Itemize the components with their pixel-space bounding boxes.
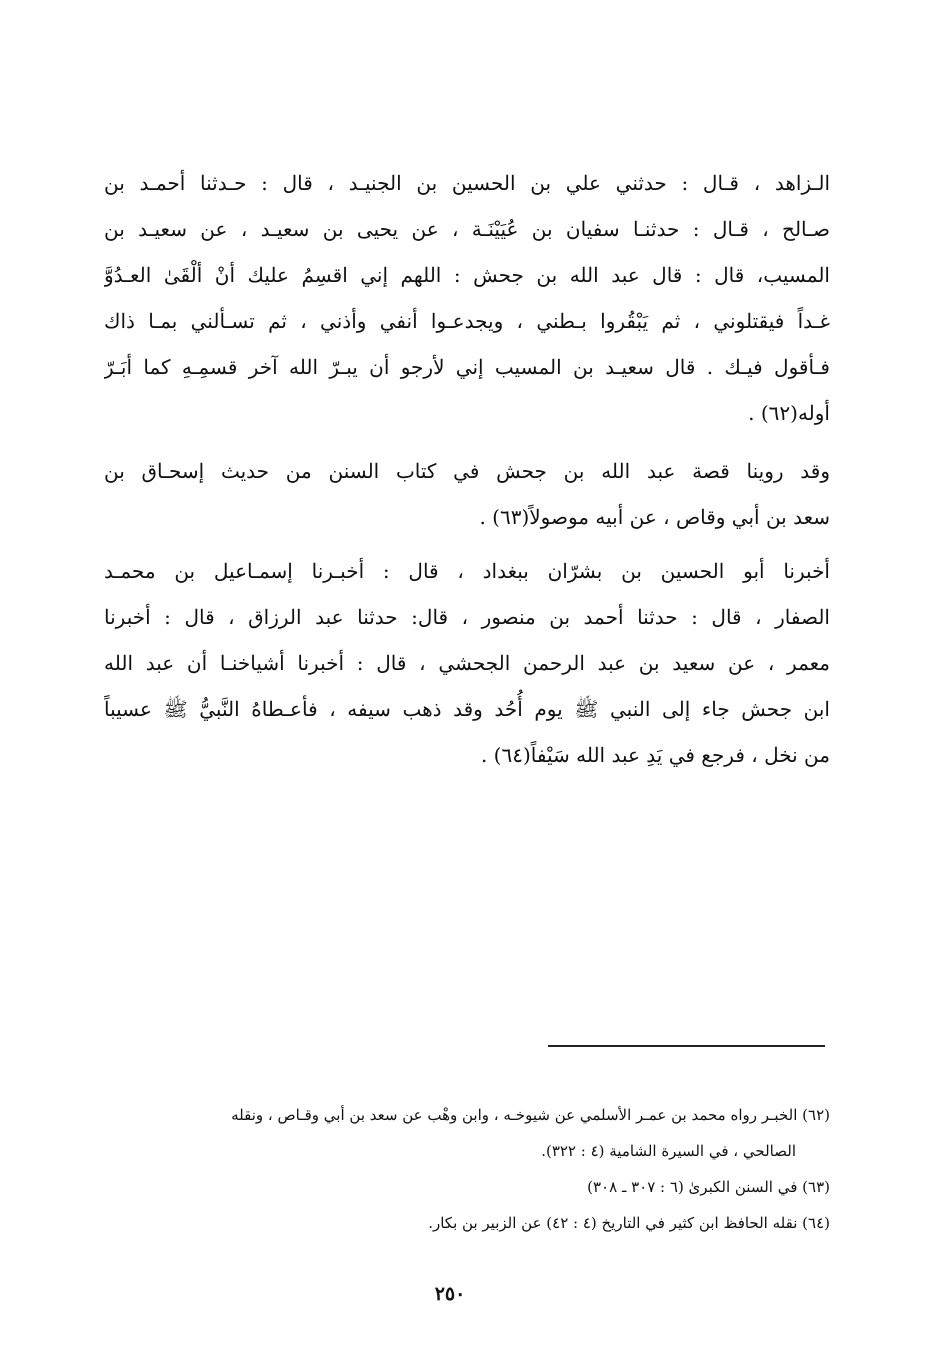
paragraph-line: غـداً فيقتلوني ، ثم يَبْقُروا بـطني ، ويجدعـوا أنفي وأذني ، ثم تسـألني بمـا ذاك xyxy=(104,309,830,333)
paragraph-line: الـزاهد ، قـال : حدثني علي بن الحسين بن الجنيـد ، قال : حـدثنا أحمـد بن xyxy=(104,171,830,195)
footnote-separator xyxy=(548,1045,825,1047)
paragraph-line: المسيب، قال : قال عبد الله بن جحش : اللهم إني اقسِمُ عليك أنْ ألْقَىٰ العـدُوَّ xyxy=(104,263,830,287)
paragraph-3 xyxy=(104,548,830,778)
paragraph-line: أخبرنا أبو الحسين بن بشرّان ببغداد ، قال : أخبـرنا إسمـاعيل بن محمـد xyxy=(104,559,830,583)
paragraph-2 xyxy=(104,448,830,540)
paragraph-line: فـأقول فيـك . قال سعيـد بن المسيب إني لأرجو أن يبـرّ الله آخر قسمِـهِ كما أبَـرّ xyxy=(104,355,830,379)
paragraph-line: أوله(٦٢) . xyxy=(748,401,830,425)
footnote-62: (٦٢) الخبـر رواه محمد بن عمـر الأسلمي عن شيوخـه ، وابن وهْب عن سعد بن أبي وقـاص ، ونقله xyxy=(231,1106,830,1124)
paragraph-line: سعد بن أبي وقاص ، عن أبيه موصولاً(٦٣) . xyxy=(479,505,830,529)
paragraph-line: من نخل ، فرجع في يَدِ عبد الله سَيْفاً(٦٤) . xyxy=(480,743,830,767)
footnote-63: (٦٣) في السنن الكبرىٰ (٦ : ٣٠٧ ـ ٣٠٨) xyxy=(587,1178,830,1196)
footnote-62-continuation: الصالحي ، في السيرة الشامية (٤ : ٣٢٢). xyxy=(541,1142,796,1160)
paragraph-1 xyxy=(104,160,830,436)
paragraph-line: صـالح ، قـال : حدثنـا سفيان بن عُيَيْنَـة ، عن يحيى بن سعيـد ، عن سعيـد بن xyxy=(104,217,830,241)
paragraph-line: الصفار ، قال : حدثنا أحمد بن منصور ، قال: حدثنا عبد الرزاق ، قال : أخبرنا xyxy=(104,605,830,629)
footnote-64: (٦٤) نقله الحافظ ابن كثير في التاريخ (٤ : ٤٢) عن الزبير بن بكار. xyxy=(428,1214,830,1232)
footnotes xyxy=(104,1097,830,1241)
paragraph-line: وقد روينا قصة عبد الله بن جحش في كتاب السنن من حديث إسحـاق بن xyxy=(104,459,830,483)
page-number: ٢٥٠ xyxy=(434,1283,466,1305)
paragraph-line: ابن جحش جاء إلى النبي ﷺ يوم أُحُد وقد ذهب سيفه ، فأعـطاهُ النَّبيُّ ﷺ عسيباً xyxy=(104,697,830,721)
paragraph-line: معمر ، عن سعيد بن عبد الرحمن الجحشي ، قال : أخبرنا أشياخنـا أن عبد الله xyxy=(104,651,830,675)
